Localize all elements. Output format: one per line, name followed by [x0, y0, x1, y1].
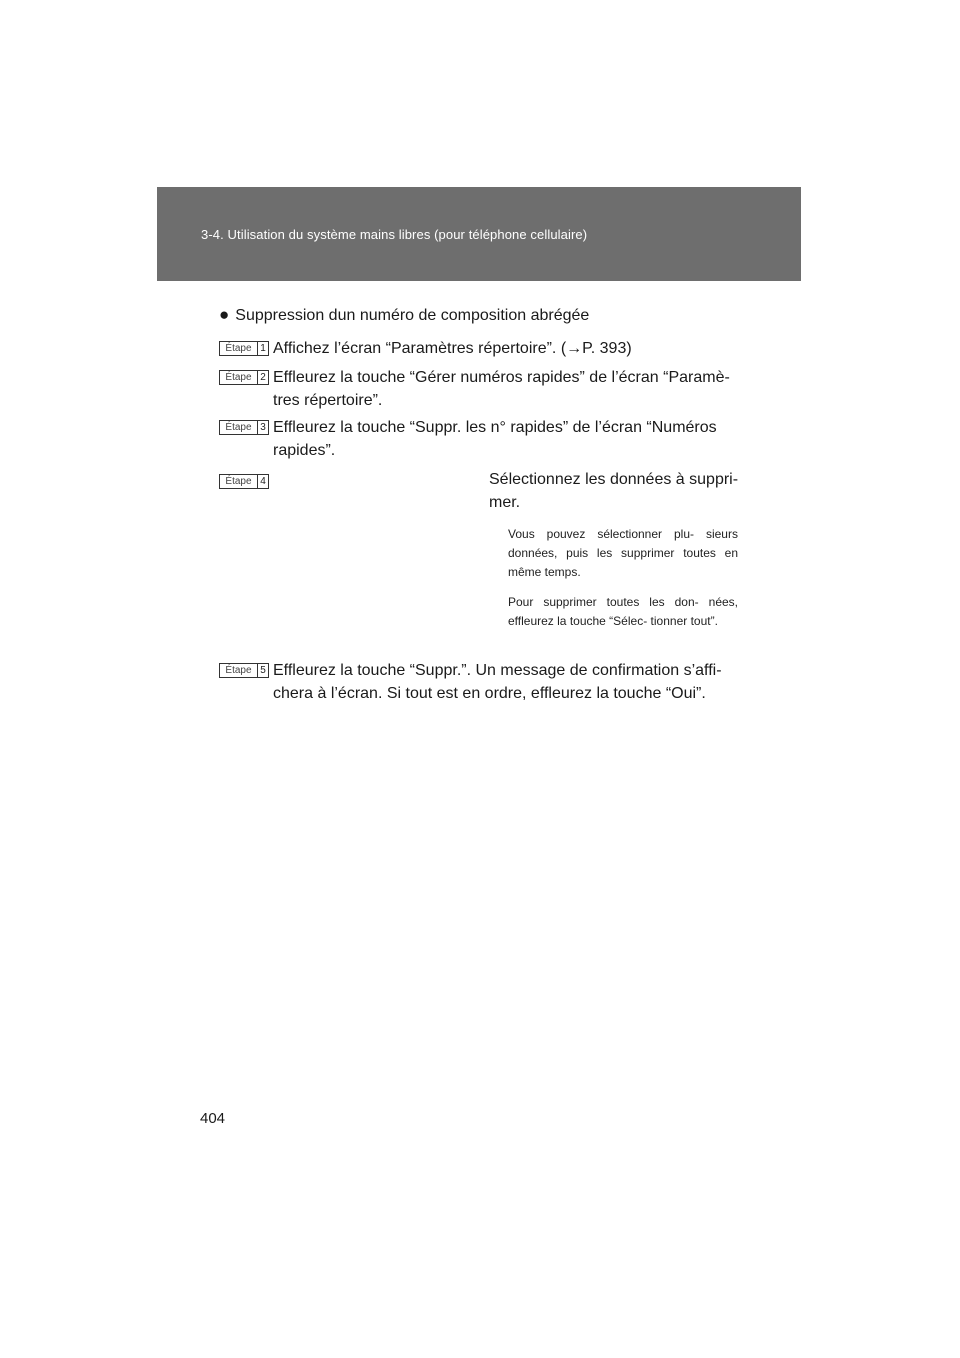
bullet-icon: ● [219, 305, 230, 324]
step-badge-5 [219, 663, 269, 678]
note-2-line-1: Pour supprimer toutes les don- [508, 595, 699, 609]
note-1-line-2: sieurs données, puis les supprimer [508, 527, 738, 560]
step-badge-number: 3 [257, 421, 268, 434]
step-badge-label: Étape [225, 476, 252, 487]
section-title [219, 305, 589, 325]
note-1-line-3: toutes en même temps. [508, 546, 738, 579]
step-badge-number: 5 [257, 664, 268, 677]
step-badge-label: Étape [225, 343, 252, 354]
section-title-text: Suppression dun numéro de composition abrégée [235, 307, 590, 324]
step-2-text [273, 366, 739, 412]
note-2-line-2: nées, effleurez la touche “Sélec- [508, 595, 738, 628]
step-5-line-2: chera à l’écran. Si tout est en ordre, effleurez la touche “Oui”. [273, 685, 706, 702]
note-1-line-1: Vous pouvez sélectionner plu- [508, 527, 694, 541]
step-5-line-1: Effleurez la touche “Suppr.”. Un message de confirmation s’affi- [273, 662, 722, 679]
note-2-line-3: tionner tout”. [650, 614, 718, 628]
note-1 [508, 525, 738, 582]
note-2 [508, 593, 738, 631]
step-1-text: Affichez l’écran “Paramètres répertoire”. (→P. 393) [273, 340, 632, 357]
step-badge-number: 4 [257, 475, 268, 488]
step-badge-label: Étape [225, 422, 252, 433]
step-badge-2 [219, 370, 269, 385]
step-2-line-1: Effleurez la touche “Gérer numéros rapides” de l’écran “Paramè- [273, 369, 730, 386]
step-5-text [273, 659, 739, 705]
step-4-line-2: mer. [489, 494, 521, 511]
step-badge-4 [219, 474, 269, 489]
step-badge-label: Étape [225, 372, 252, 383]
step-badge-number: 1 [257, 342, 268, 355]
step-badge-1 [219, 341, 269, 356]
step-3-line-1: Effleurez la touche “Suppr. les n° rapides” de l’écran “Numéros [273, 419, 717, 436]
step-badge-3 [219, 420, 269, 435]
header-bar [157, 187, 801, 281]
step-2-line-2: tres répertoire”. [273, 392, 383, 409]
step-4-line-1: Sélectionnez les données à suppri- [489, 471, 739, 488]
step-badge-number: 2 [257, 371, 268, 384]
step-badge-label: Étape [225, 665, 252, 676]
page-number: 404 [200, 1110, 226, 1127]
chapter-heading: 3-4. Utilisation du système mains libres (pour téléphone cellulaire) [201, 227, 588, 242]
step-4-text [489, 468, 739, 514]
step-3-text [273, 416, 739, 462]
step-3-line-2: rapides”. [273, 442, 336, 459]
